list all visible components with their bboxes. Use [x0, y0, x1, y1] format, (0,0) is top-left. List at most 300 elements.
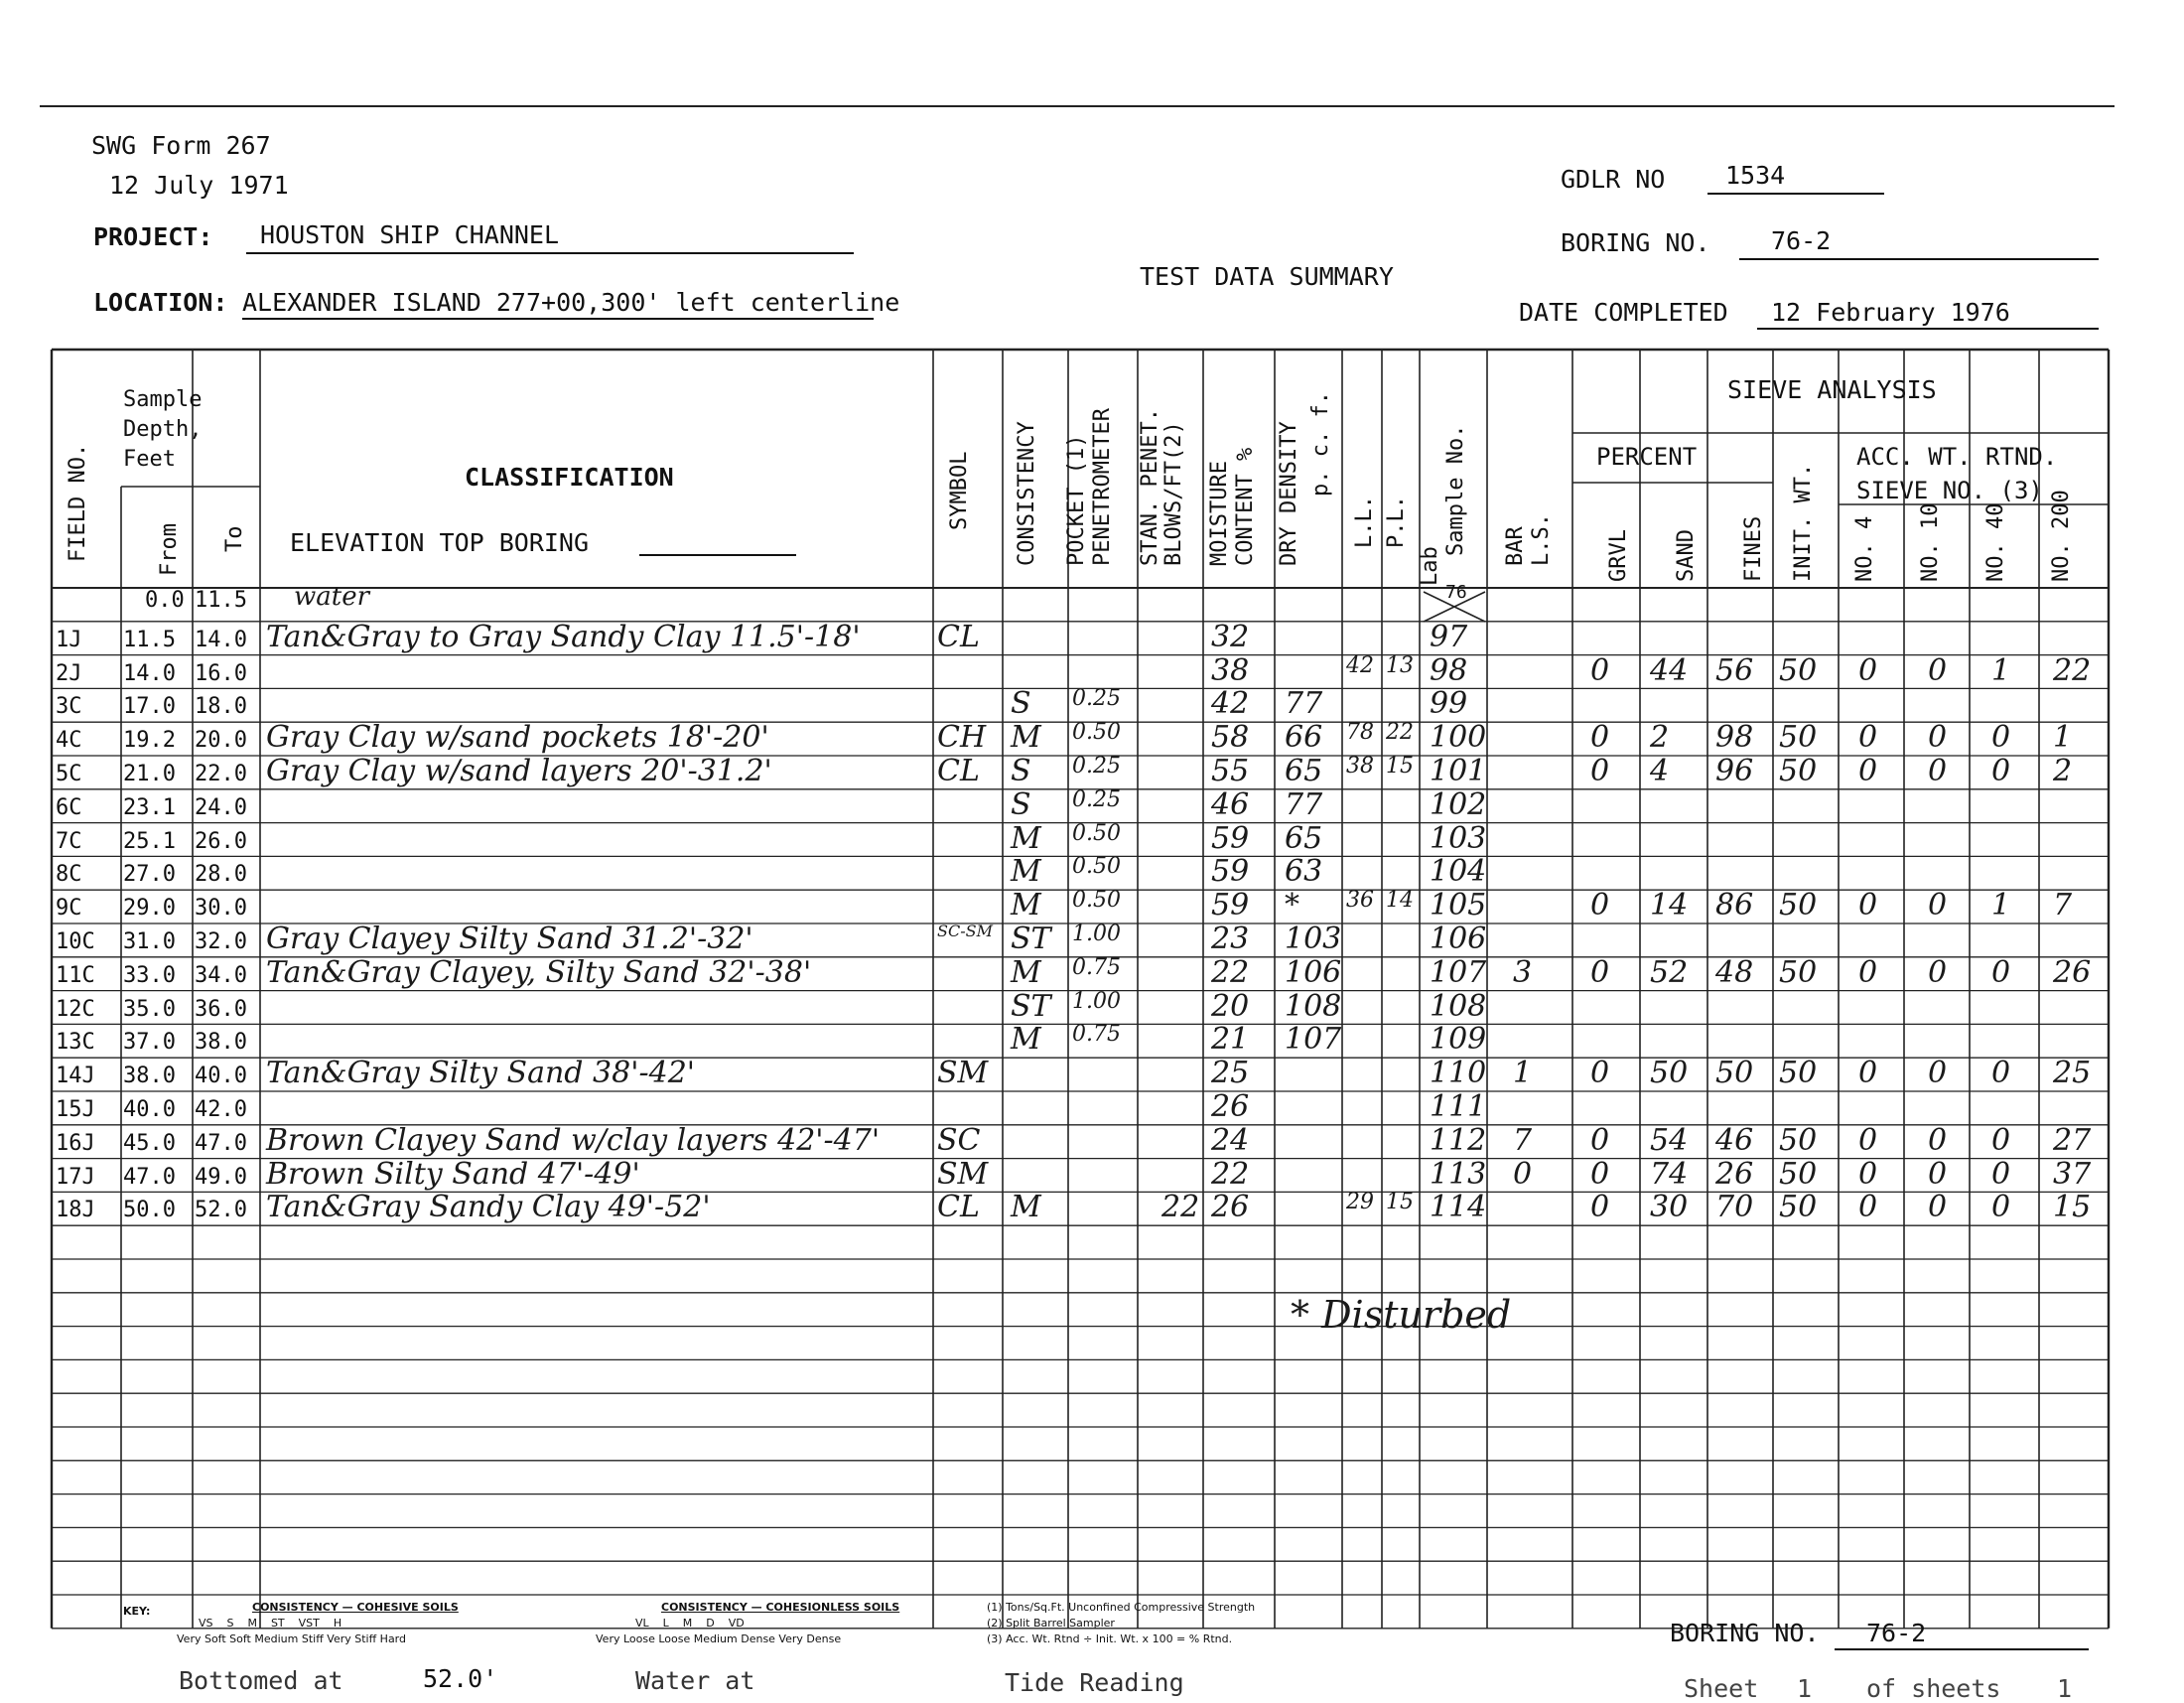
sand-percent: 30: [1650, 1190, 1689, 1225]
disturbed-note: * Disturbed: [1291, 1293, 1512, 1337]
field-no: 11C: [56, 962, 95, 988]
dry-density: 66: [1285, 720, 1323, 756]
tide-label: Tide Reading: [1005, 1668, 1184, 1697]
initial-weight: 50: [1779, 652, 1818, 688]
depth-from: 19.2: [123, 728, 176, 754]
consistency: M: [1011, 1190, 1041, 1225]
sieve-no200: 7: [2053, 888, 2073, 923]
header-no200: NO. 200: [2049, 490, 2074, 582]
form-date: 12 July 1971: [109, 171, 289, 200]
key-cohesionless-words: Very Loose Loose Medium Dense Very Dense: [596, 1632, 842, 1645]
footer-boring-underline: [1835, 1648, 2089, 1650]
fines-percent: 26: [1715, 1156, 1754, 1192]
dry-density: *: [1285, 888, 1299, 923]
field-no: 9C: [56, 896, 82, 922]
depth-from: 14.0: [123, 660, 176, 686]
dry-density: 63: [1285, 854, 1323, 890]
of-sheets-label: of sheets: [1866, 1674, 2001, 1703]
depth-from: 31.0: [123, 929, 176, 954]
lab-sample-no: 110: [1430, 1056, 1487, 1091]
fines-percent: 86: [1715, 888, 1754, 923]
initial-weight: 50: [1779, 954, 1818, 990]
lab-series: 76: [1445, 582, 1467, 603]
project-value: HOUSTON SHIP CHANNEL: [260, 220, 560, 249]
classification: Brown Silty Sand 47'-49': [266, 1156, 640, 1192]
water-row-from: 0.0: [145, 588, 185, 613]
depth-to: 28.0: [195, 862, 247, 888]
lab-sample-no: 113: [1430, 1156, 1487, 1192]
pocket-penetrometer: 0.25: [1072, 786, 1121, 812]
sieve-no200: 1: [2053, 720, 2073, 756]
pocket-penetrometer: 0.25: [1072, 754, 1121, 779]
sieve-no10: 0: [1928, 1056, 1948, 1091]
plastic-limit: 22: [1386, 720, 1414, 746]
gravel-percent: 0: [1590, 652, 1610, 688]
field-no: 10C: [56, 929, 95, 954]
depth-from: 33.0: [123, 962, 176, 988]
depth-from: 45.0: [123, 1130, 176, 1156]
water-label: Water at: [635, 1666, 755, 1695]
sieve-no40: 1: [1991, 652, 2011, 688]
dry-density: 65: [1285, 754, 1323, 788]
symbol: SM: [937, 1056, 989, 1091]
liquid-limit: 38: [1346, 754, 1374, 779]
header-moisture-content: CONTENT %: [1233, 447, 1258, 566]
gravel-percent: 0: [1590, 1156, 1610, 1192]
header-sieve-no: SIEVE NO. (3): [1856, 477, 2043, 504]
pocket-penetrometer: 1.00: [1072, 922, 1121, 946]
dry-density: 65: [1285, 820, 1323, 856]
lab-sample-no: 101: [1430, 754, 1487, 788]
moisture-content: 46: [1211, 786, 1250, 822]
depth-to: 30.0: [195, 896, 247, 922]
sieve-no4: 0: [1858, 954, 1878, 990]
dry-density: 77: [1285, 686, 1323, 722]
field-no: 16J: [56, 1130, 95, 1156]
depth-to: 32.0: [195, 929, 247, 954]
initial-weight: 50: [1779, 888, 1818, 923]
depth-from: 27.0: [123, 862, 176, 888]
sand-percent: 74: [1650, 1156, 1689, 1192]
symbol: CL: [937, 619, 980, 654]
depth-from: 47.0: [123, 1164, 176, 1190]
bottomed-value: 52.0': [423, 1664, 498, 1693]
moisture-content: 38: [1211, 652, 1250, 688]
gdlr-label: GDLR NO: [1561, 165, 1666, 194]
header-dry-density: DRY DENSITY: [1277, 421, 1301, 566]
key-cohesionless-title: CONSISTENCY — COHESIONLESS SOILS: [661, 1601, 900, 1614]
depth-from: 29.0: [123, 896, 176, 922]
initial-weight: 50: [1779, 720, 1818, 756]
header-classification: CLASSIFICATION: [465, 463, 674, 492]
gdlr-value: 1534: [1725, 161, 1786, 190]
form-name: SWG Form 267: [91, 131, 271, 160]
header-sample-depth: Sample Depth, Feet: [123, 387, 203, 472]
header-no4: NO. 4: [1852, 515, 1877, 582]
initial-weight: 50: [1779, 1122, 1818, 1158]
classification: Brown Clayey Sand w/clay layers 42'-47': [266, 1122, 881, 1158]
key-note-2: (2) Split Barrel Sampler: [987, 1617, 1115, 1630]
header-sieve-analysis: SIEVE ANALYSIS: [1727, 375, 1937, 404]
classification: Tan&Gray Sandy Clay 49'-52': [266, 1190, 711, 1225]
field-no: 12C: [56, 996, 95, 1022]
pocket-penetrometer: 0.75: [1072, 954, 1121, 980]
sand-percent: 52: [1650, 954, 1689, 990]
moisture-content: 32: [1211, 619, 1250, 654]
lab-sample-no: 99: [1430, 686, 1468, 722]
sand-percent: 54: [1650, 1122, 1689, 1158]
header-percent: PERCENT: [1596, 443, 1698, 471]
moisture-content: 22: [1211, 954, 1250, 990]
sieve-no200: 2: [2053, 754, 2073, 788]
key-note-1: (1) Tons/Sq.Ft. Unconfined Compressive Strength: [987, 1601, 1256, 1614]
gravel-percent: 0: [1590, 1190, 1610, 1225]
document-title: TEST DATA SUMMARY: [1140, 262, 1394, 291]
depth-from: 25.1: [123, 828, 176, 854]
depth-to: 16.0: [195, 660, 247, 686]
header-field-no: FIELD NO.: [66, 443, 90, 562]
field-no: 4C: [56, 728, 82, 754]
moisture-content: 24: [1211, 1122, 1250, 1158]
moisture-content: 26: [1211, 1190, 1250, 1225]
sieve-no4: 0: [1858, 652, 1878, 688]
header-stan-penet: STAN. PENET.: [1138, 408, 1162, 566]
classification: Tan&Gray to Gray Sandy Clay 11.5'-18': [266, 619, 861, 654]
sand-percent: 44: [1650, 652, 1689, 688]
header-sand: SAND: [1674, 529, 1699, 582]
lab-sample-no: 107: [1430, 954, 1487, 990]
plastic-limit: 15: [1386, 754, 1414, 779]
moisture-content: 42: [1211, 686, 1250, 722]
header-blows: BLOWS/FT(2): [1161, 421, 1186, 566]
moisture-content: 59: [1211, 820, 1250, 856]
sieve-no40: 1: [1991, 888, 2011, 923]
lab-sample-no: 98: [1430, 652, 1468, 688]
field-no: 7C: [56, 828, 82, 854]
sieve-no4: 0: [1858, 888, 1878, 923]
sieve-no4: 0: [1858, 1056, 1878, 1091]
sieve-no200: 27: [2053, 1122, 2092, 1158]
fines-percent: 70: [1715, 1190, 1754, 1225]
classification: Tan&Gray Clayey, Silty Sand 32'-38': [266, 954, 812, 990]
sieve-no10: 0: [1928, 720, 1948, 756]
sieve-no4: 0: [1858, 1190, 1878, 1225]
consistency: ST: [1011, 922, 1051, 956]
fines-percent: 96: [1715, 754, 1754, 788]
moisture-content: 59: [1211, 888, 1250, 923]
pocket-penetrometer: 0.50: [1072, 820, 1121, 846]
sand-percent: 2: [1650, 720, 1670, 756]
project-label: PROJECT:: [93, 222, 213, 251]
sieve-no40: 0: [1991, 1156, 2011, 1192]
sieve-no10: 0: [1928, 954, 1948, 990]
pocket-penetrometer: 0.75: [1072, 1022, 1121, 1048]
moisture-content: 20: [1211, 988, 1250, 1024]
fines-percent: 56: [1715, 652, 1754, 688]
initial-weight: 50: [1779, 1056, 1818, 1091]
boring-label: BORING NO.: [1561, 228, 1710, 257]
water-row-to: 11.5: [195, 588, 247, 613]
field-no: 18J: [56, 1198, 95, 1223]
sieve-no40: 0: [1991, 1190, 2011, 1225]
classification: Gray Clay w/sand pockets 18'-20': [266, 720, 769, 756]
elevation-underline: [639, 554, 796, 556]
depth-to: 26.0: [195, 828, 247, 854]
header-grvl: GRVL: [1606, 529, 1631, 582]
moisture-content: 23: [1211, 922, 1250, 956]
sieve-no4: 0: [1858, 1156, 1878, 1192]
fines-percent: 46: [1715, 1122, 1754, 1158]
footer-boring-label: BORING NO.: [1670, 1619, 1820, 1647]
key-cohesive-codes: VS S M ST VST H: [199, 1617, 342, 1630]
sieve-no10: 0: [1928, 754, 1948, 788]
sieve-no200: 22: [2053, 652, 2092, 688]
header-lab: Lab: [1418, 546, 1442, 586]
header-pcf: p. c. f.: [1308, 391, 1333, 497]
classification: Gray Clayey Silty Sand 31.2'-32': [266, 922, 753, 956]
depth-to: 18.0: [195, 694, 247, 720]
key-label: KEY:: [123, 1605, 151, 1618]
consistency: S: [1011, 754, 1031, 788]
liquid-limit: 78: [1346, 720, 1374, 746]
depth-to: 34.0: [195, 962, 247, 988]
dry-density: 77: [1285, 786, 1323, 822]
fines-percent: 98: [1715, 720, 1754, 756]
classification: Gray Clay w/sand layers 20'-31.2': [266, 754, 772, 788]
pocket-penetrometer: 1.00: [1072, 988, 1121, 1014]
total-sheets: 1: [2057, 1674, 2073, 1703]
consistency: S: [1011, 686, 1031, 722]
lab-sample-no: 108: [1430, 988, 1487, 1024]
liquid-limit: 29: [1346, 1190, 1374, 1215]
liquid-limit: 36: [1346, 888, 1374, 914]
dry-density: 103: [1285, 922, 1342, 956]
field-no: 2J: [56, 660, 82, 686]
sieve-no40: 0: [1991, 1122, 2011, 1158]
moisture-content: 55: [1211, 754, 1250, 788]
depth-from: 35.0: [123, 996, 176, 1022]
header-to: To: [222, 525, 247, 552]
date-completed-value: 12 February 1976: [1771, 298, 2010, 327]
consistency: S: [1011, 786, 1031, 822]
depth-from: 23.1: [123, 794, 176, 820]
symbol: CH: [937, 720, 987, 756]
sieve-no10: 0: [1928, 1122, 1948, 1158]
pocket-penetrometer: 0.50: [1072, 720, 1121, 746]
header-elevation: ELEVATION TOP BORING: [290, 528, 590, 557]
pocket-penetrometer: 0.25: [1072, 686, 1121, 712]
sheet-number: 1: [1797, 1674, 1813, 1703]
gravel-percent: 0: [1590, 888, 1610, 923]
location-value: ALEXANDER ISLAND 277+00,300' left centerline: [242, 288, 900, 317]
header-ll: L.L.: [1352, 496, 1377, 548]
initial-weight: 50: [1779, 1190, 1818, 1225]
header-sample-no: Sample No.: [1443, 424, 1468, 556]
bar-ls: 1: [1513, 1056, 1533, 1091]
sand-percent: 14: [1650, 888, 1689, 923]
field-no: 8C: [56, 862, 82, 888]
depth-to: 49.0: [195, 1164, 247, 1190]
lab-sample-no: 100: [1430, 720, 1487, 756]
key-note-3: (3) Acc. Wt. Rtnd ÷ Init. Wt. x 100 = % Rtnd.: [987, 1632, 1233, 1645]
consistency: ST: [1011, 988, 1051, 1024]
header-pl: P.L.: [1384, 496, 1409, 548]
key-cohesive-title: CONSISTENCY — COHESIVE SOILS: [252, 1601, 459, 1614]
boring-value: 76-2: [1771, 226, 1832, 255]
moisture-content: 58: [1211, 720, 1250, 756]
lab-sample-no: 111: [1430, 1089, 1487, 1124]
depth-from: 11.5: [123, 627, 176, 652]
sieve-no4: 0: [1858, 720, 1878, 756]
gravel-percent: 0: [1590, 720, 1610, 756]
consistency: M: [1011, 720, 1041, 756]
sieve-no40: 0: [1991, 720, 2011, 756]
moisture-content: 25: [1211, 1056, 1250, 1091]
moisture-content: 21: [1211, 1022, 1250, 1058]
depth-from: 38.0: [123, 1064, 176, 1089]
bar-ls: 3: [1513, 954, 1533, 990]
depth-to: 52.0: [195, 1198, 247, 1223]
header-bar: BAR: [1503, 526, 1528, 566]
symbol: CL: [937, 1190, 980, 1225]
field-no: 15J: [56, 1097, 95, 1122]
lab-sample-no: 97: [1430, 619, 1468, 654]
field-no: 5C: [56, 762, 82, 786]
sieve-no10: 0: [1928, 1190, 1948, 1225]
key-cohesionless-codes: VL L M D VD: [635, 1617, 745, 1630]
fines-percent: 50: [1715, 1056, 1754, 1091]
sieve-no200: 37: [2053, 1156, 2092, 1192]
bottomed-label: Bottomed at: [179, 1666, 343, 1695]
initial-weight: 50: [1779, 754, 1818, 788]
sand-percent: 50: [1650, 1056, 1689, 1091]
lab-sample-no: 103: [1430, 820, 1487, 856]
water-row-note: water: [294, 582, 370, 612]
depth-to: 38.0: [195, 1030, 247, 1056]
header-pocket: POCKET (1): [1064, 434, 1089, 566]
sieve-no200: 15: [2053, 1190, 2092, 1225]
header-ls: L.S.: [1529, 513, 1554, 566]
symbol: SC-SM: [937, 922, 993, 940]
moisture-content: 26: [1211, 1089, 1250, 1124]
depth-to: 22.0: [195, 762, 247, 786]
consistency: M: [1011, 888, 1041, 923]
lab-sample-no: 104: [1430, 854, 1487, 890]
depth-to: 47.0: [195, 1130, 247, 1156]
header-no10: NO. 10: [1918, 502, 1943, 582]
lab-sample-no: 114: [1430, 1190, 1487, 1225]
depth-from: 17.0: [123, 694, 176, 720]
sieve-no4: 0: [1858, 1122, 1878, 1158]
header-acc-wt: ACC. WT. RTND.: [1856, 443, 2058, 471]
depth-from: 40.0: [123, 1097, 176, 1122]
classification: Tan&Gray Silty Sand 38'-42': [266, 1056, 696, 1091]
sieve-no40: 0: [1991, 1056, 2011, 1091]
header-consistency: CONSISTENCY: [1015, 421, 1039, 566]
consistency: M: [1011, 954, 1041, 990]
sheet-label: Sheet: [1684, 1674, 1759, 1703]
sieve-no4: 0: [1858, 754, 1878, 788]
header-moisture: MOISTURE: [1207, 461, 1232, 566]
symbol: SM: [937, 1156, 989, 1192]
sieve-no10: 0: [1928, 888, 1948, 923]
depth-to: 14.0: [195, 627, 247, 652]
bar-ls: 7: [1513, 1122, 1533, 1158]
header-symbol: SYMBOL: [947, 451, 972, 530]
depth-from: 50.0: [123, 1198, 176, 1223]
sieve-no10: 0: [1928, 652, 1948, 688]
plastic-limit: 15: [1386, 1190, 1414, 1215]
field-no: 17J: [56, 1164, 95, 1190]
depth-to: 24.0: [195, 794, 247, 820]
initial-weight: 50: [1779, 1156, 1818, 1192]
pocket-penetrometer: 0.50: [1072, 888, 1121, 914]
footer-boring-value: 76-2: [1866, 1619, 1927, 1647]
gravel-percent: 0: [1590, 954, 1610, 990]
depth-to: 40.0: [195, 1064, 247, 1089]
depth-to: 42.0: [195, 1097, 247, 1122]
sieve-no200: 26: [2053, 954, 2092, 990]
sieve-no10: 0: [1928, 1156, 1948, 1192]
depth-from: 21.0: [123, 762, 176, 786]
depth-from: 37.0: [123, 1030, 176, 1056]
plastic-limit: 14: [1386, 888, 1414, 914]
pocket-penetrometer: 0.50: [1072, 854, 1121, 880]
sand-percent: 4: [1650, 754, 1670, 788]
lab-sample-no: 102: [1430, 786, 1487, 822]
date-completed-label: DATE COMPLETED: [1519, 298, 1728, 327]
consistency: M: [1011, 820, 1041, 856]
sieve-no200: 25: [2053, 1056, 2092, 1091]
dry-density: 107: [1285, 1022, 1342, 1058]
depth-to: 20.0: [195, 728, 247, 754]
header-init-wt: INIT. WT.: [1791, 463, 1816, 582]
lab-sample-no: 106: [1430, 922, 1487, 956]
fines-percent: 48: [1715, 954, 1754, 990]
field-no: 1J: [56, 627, 82, 652]
consistency: M: [1011, 1022, 1041, 1058]
gravel-percent: 0: [1590, 1056, 1610, 1091]
field-no: 13C: [56, 1030, 95, 1056]
consistency: M: [1011, 854, 1041, 890]
dry-density: 108: [1285, 988, 1342, 1024]
lab-sample-no: 109: [1430, 1022, 1487, 1058]
field-no: 3C: [56, 694, 82, 720]
stan-penet: 22: [1161, 1190, 1200, 1225]
header-no40: NO. 40: [1983, 502, 2008, 582]
field-no: 14J: [56, 1064, 95, 1089]
bar-ls: 0: [1513, 1156, 1533, 1192]
dry-density: 106: [1285, 954, 1342, 990]
header-penetrometer: PENETROMETER: [1090, 408, 1115, 566]
plastic-limit: 13: [1386, 652, 1414, 678]
sieve-no40: 0: [1991, 954, 2011, 990]
moisture-content: 59: [1211, 854, 1250, 890]
sieve-no40: 0: [1991, 754, 2011, 788]
depth-to: 36.0: [195, 996, 247, 1022]
location-label: LOCATION:: [93, 288, 228, 317]
moisture-content: 22: [1211, 1156, 1250, 1192]
header-fines: FINES: [1741, 515, 1766, 582]
field-no: 6C: [56, 794, 82, 820]
lab-sample-no: 105: [1430, 888, 1487, 923]
key-cohesive-words: Very Soft Soft Medium Stiff Very Stiff Hard: [177, 1632, 406, 1645]
gravel-percent: 0: [1590, 754, 1610, 788]
header-from: From: [157, 523, 182, 576]
symbol: SC: [937, 1122, 981, 1158]
liquid-limit: 42: [1346, 652, 1374, 678]
lab-sample-no: 112: [1430, 1122, 1487, 1158]
